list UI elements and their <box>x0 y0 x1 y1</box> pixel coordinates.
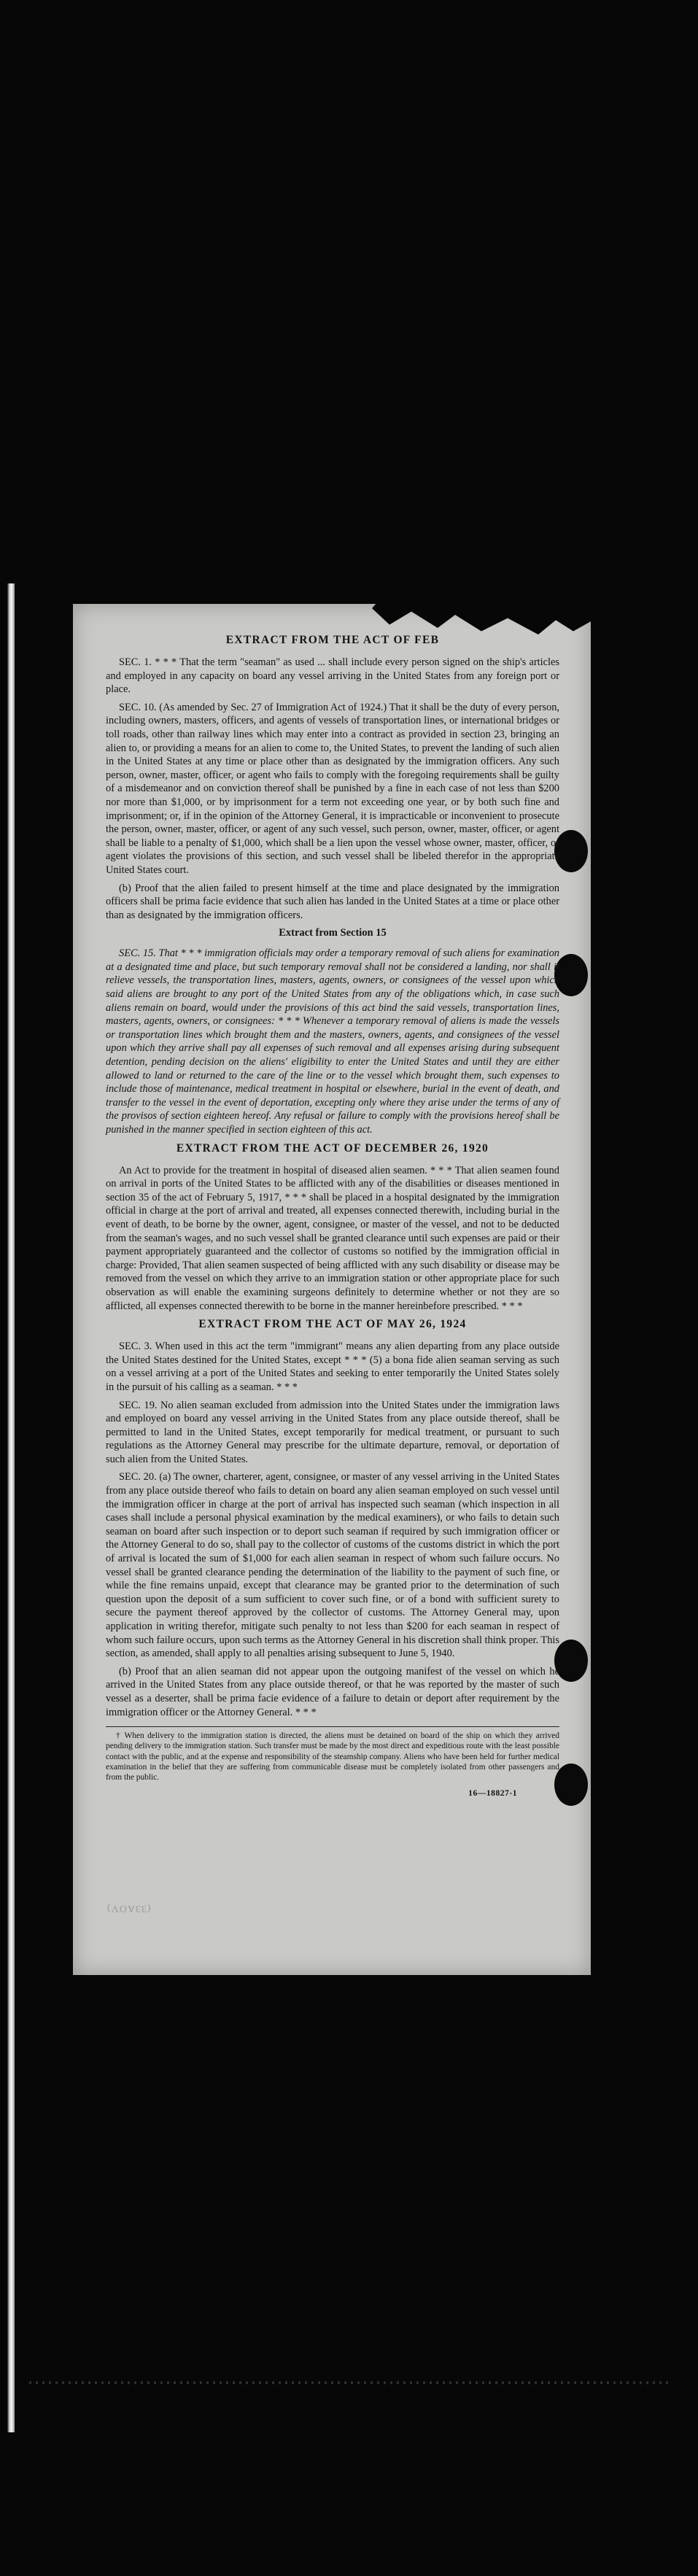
footnote <box>106 1726 559 1782</box>
section-3: SEC. 3. When used in this act the term "immigrant" means any alien departing from any place outside the United States destined for the United States, except * * * (5) a bona fide alien seaman serving as such on a vessel arriving at a port of the United States and seeking to enter temporarily the United States solely in the pursuit of his calling as a seaman. * * * <box>106 1341 559 1393</box>
document-page <box>73 604 591 1975</box>
heading-section-15: Extract from Section 15 <box>279 927 387 939</box>
section-10: SEC. 10. (As amended by Sec. 27 of Immigration Act of 1924.) That it shall be the duty of every person, including owners, masters, officers, and agents of vessels of transportation lines, or international bridges or toll roads, other than railway lines which may enter into a contract as provided in section 23, bringing an alien to, or providing a means for an alien to come to, the United States, to prevent the landing of such alien in the United States at any time or place other than as designated by the immigration officers. Any such person, owner, master, officer, or agent who fails to comply with the foregoing requirements shall be guilty of a misdemeanor and on conviction thereof shall be punished by a fine in each case of not less than $200 nor more than $1,000, or by imprisonment for a term not exceeding one year, or by both such fine and imprisonment; or, if in the opinion of the Attorney General, it is impracticable or inconvenient to prosecute the person, owner, master, officer, or agent of any such vessel, such person, owner, master, officer, or agent shall be liable to a penalty of $1,000, which shall be a lien upon the vessel whose owner, master, officer, or agent violates the provisions of this section, and such vessel shall be libeled therefor in the appropriate United States court. <box>106 701 559 876</box>
section-20b: (b) Proof that an alien seaman did not appear upon the outgoing manifest of the vessel on which he arrived in the United States from any place outside thereof, or that he was reported by the master of such vessel as a deserter, shall be prima facie evidence of a failure to detain or deport after requirement by the immigration officer or the Attorney General. * * * <box>106 1665 559 1718</box>
section-20: SEC. 20. (a) The owner, charterer, agent, consignee, or master of any vessel arriving in the United States from any place outside thereof who fails to detain on board any alien seaman employed on such vessel until the immigration officer in charge at the port of arrival has inspected such seaman (which inspection in all cases shall include a personal physical examination by the medical examiners), or who fails to detain such seaman on board after such inspection or to deport such seaman if required by such immigration officer or the Attorney General to do so, shall pay to the collector of customs of the customs district in which the port of arrival is located the sum of $1,000 for each alien seaman in respect of whom such failure occurs. No vessel shall be granted clearance pending the determination of the liability to the payment of such fine, or while the fine remains unpaid, except that clearance may be granted prior to the determination of such question upon the deposit of a sum sufficient to cover such fine, or of a bond with sufficient surety to secure the payment thereof approved by the collector of customs. The Attorney General may, upon application in writing therefor, mitigate such penalty to not less than $200 for each seaman in respect of whom such failure occurs, upon such terms as the Attorney General in his discretion shall think proper. This section, as amended, shall apply to all penalties arising subsequent to June 5, 1940. <box>106 1471 560 1660</box>
document-content <box>106 633 559 1801</box>
heading-act-1920: EXTRACT FROM THE ACT OF DECEMBER 26, 1920 <box>176 1141 489 1155</box>
heading-act-feb: EXTRACT FROM THE ACT OF FEB <box>225 634 440 646</box>
form-number: 16—18827-1 <box>468 1788 517 1799</box>
section-15: SEC. 15. That * * * immigration officials may order a temporary removal of such aliens for examination at a designated time and place, but such temporary removal shall not be considered a landing, nor shall it relieve vessels, the transportation lines, masters, agents, owners, or consignees of the vessel upon which said aliens are brought to any port of the United States from any of the obligations which, in case such aliens remain on board, would under the provisions of this act bind the said vessels, transportation lines, masters, agents, owners, or consignees: * * * Whenever a temporary removal of aliens is made the vessels or transportation lines which brought them and the masters, owners, agents, and consignees of the vessel upon which they arrive shall pay all expenses of such removal and all expenses arising during subsequent detention, pending decision on the aliens' eligibility to enter the United States and until they are either allowed to land or returned to the care of the line or to the vessel which brought them, such expenses to include those of maintenance, medical treatment in hospital or elsewhere, burial in the event of death, and transfer to the vessel in the event of deportation, excepting only where they arise under the terms of any of the provisos of section eighteen hereof. Any refusal or failure to comply with the provisions hereof shall be punished in the manner specified in section eighteen of this act. <box>106 947 559 1136</box>
faded-stamp: (33AOV) <box>106 1903 151 1914</box>
section-19: SEC. 19. No alien seaman excluded from admission into the United States under the immigration laws and employed on board any vessel arriving in the United States from any place outside thereof, shall be permitted to land in the United States, except temporarily for medical treatment, or pursuant to such regulations as the Attorney General may prescribe for the ultimate departure, removal, or deportation of such alien from the United States. <box>106 1399 559 1465</box>
section-1: SEC. 1. * * * That the term "seaman" as used ... shall include every person signed on the ship's articles and employed in any capacity on board any vessel arriving in the United States from any foreign port or place. <box>106 656 559 696</box>
section-10b: (b) Proof that the alien failed to present himself at the time and place designated by the immigration officers shall be prima facie evidence that such alien has landed in the United States at a time or place other than as designated by the immigration officers. <box>106 882 559 921</box>
heading-act-1924: EXTRACT FROM THE ACT OF MAY 26, 1924 <box>198 1318 467 1331</box>
scanner-edge-strip <box>7 583 15 2432</box>
act-1920-text: An Act to provide for the treatment in hospital of diseased alien seamen. * * * That alien seamen found on arrival in ports of the United States to be afflicted with any of the disabilities or diseases mentioned in section 35 of the act of February 5, 1917, * * * shall be placed in a hospital designated by the immigration official in charge at the port of arrival and treated, all expenses connected therewith, including burial in the event of death, to be borne by the owner, agent, consignee, or master of the vessel, and not to be deducted from the seaman's wages, and no such vessel shall be granted clearance until such expenses are paid or their payment appropriately guaranteed and the collector of customs so notified by the immigration official in charge: Provided, That alien seamen suspected of being afflicted with any such disability or disease may be removed from the vessel on which they arrive to an immigration station or other appropriate place for such observation as will enable the examining surgeons definitely to determine whether or not they are so afflicted, all expenses connected therewith to be borne in the manner hereinbefore prescribed. * * * <box>106 1164 559 1312</box>
footnote-text: † When delivery to the immigration station is directed, the aliens must be detained on board of the ship on which they arrived pending delivery to the immigration station. Such transfer must be made by the most direct and expeditious route with the least possible contact with the public, and at the expense and responsibility of the steamship company. Aliens who have been held for further medical examination in the belief that they are suffering from communicable disease must be completely isolated from other passengers and from the public. <box>106 1731 559 1782</box>
scan-dotted-line <box>29 2381 671 2384</box>
